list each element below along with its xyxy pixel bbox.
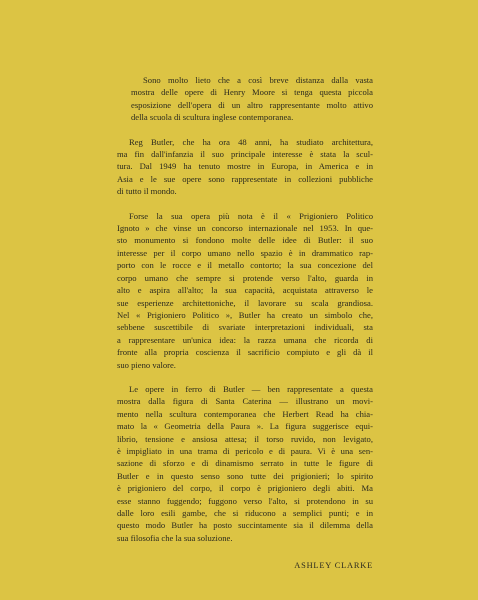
text-line: Ignoto » che vinse un concorso internazionale nel 1953. In que- — [117, 223, 373, 234]
text-line: interesse per il corpo umano nello spazio è in drammatico rap- — [117, 247, 373, 258]
text-line: Nel « Prigioniero Politico », Butler ha creato un simbolo che, — [117, 309, 373, 320]
text-line: tura. Dal 1949 ha tenuto mostre in Europa, in America e in — [117, 161, 373, 172]
body-text — [117, 74, 373, 571]
text-line: Butler e in questo senso sono tutte dei prigionieri; lo spirito — [117, 470, 373, 481]
paragraph-4 — [117, 383, 373, 544]
text-line: porto con le rocce e il metallo contorto; la sua concezione del — [117, 260, 373, 271]
text-line: corpo umano che sempre si protende verso l'alto, guarda in — [117, 272, 373, 283]
text-line: della scuola di scultura inglese contemporanea. — [131, 112, 294, 123]
text-line: questo modo Butler ha posto succintamente sia il dilemma della — [117, 520, 373, 531]
text-line: Le opere in ferro di Butler — ben rappresentate a questa — [129, 383, 373, 394]
text-line: alto e aspira all'alto; la sua capacità, acquistata attraverso le — [117, 285, 373, 296]
text-line: librio, tensione e ansiosa attesa; il torso ruvido, non levigato, — [117, 433, 373, 444]
paragraph-3 — [117, 210, 373, 371]
text-line: a rappresentare un'unica idea: la razza umana che ricorda di — [117, 334, 373, 345]
text-line: è prigioniero del corpo, il corpo è prigioniero degli abiti. Ma — [117, 483, 373, 494]
text-line: esposizione dell'opera di un altro rappresentante molto attivo — [131, 99, 373, 110]
paragraph-1 — [117, 74, 373, 124]
text-line: Asia e le sue opere sono rappresentate in collezioni pubbliche — [117, 173, 373, 184]
text-line: ma fin dall'infanzia il suo principale interesse è stata la scul- — [117, 149, 373, 160]
text-line: mostra dalla figura di Santa Caterina — illustrano un movi- — [117, 396, 373, 407]
text-line: sue esperienze architettoniche, il lavorare su scala grandiosa. — [117, 297, 373, 308]
text-line: fronte alla propria coscienza il sacrificio compiuto e gli dà il — [117, 347, 373, 358]
text-line: Reg Butler, che ha ora 48 anni, ha studiato architettura, — [129, 136, 373, 147]
text-line: mostra delle opere di Henry Moore si tenga questa piccola — [131, 87, 373, 98]
signature: ASHLEY CLARKE — [294, 561, 373, 571]
text-line: suo pieno valore. — [117, 359, 176, 370]
text-line: sebbene suscettibile di svariate interpretazioni individuali, sta — [117, 322, 373, 333]
text-line: sazione di sforzo e di dinamismo serrato in tutte le figure di — [117, 458, 373, 469]
text-line: Sono molto lieto che a così breve distanza dalla vasta — [143, 75, 373, 85]
text-line: Forse la sua opera più nota è il « Prigioniero Politico — [129, 210, 373, 221]
text-line: sto monumento si fondono molte delle idee di Butler: il suo — [117, 235, 373, 246]
text-line: è impigliato in una trama di pericolo e di paura. Vi è una sen- — [117, 445, 373, 456]
text-line: mento nella scultura contemporanea che Herbert Read ha chia- — [117, 408, 373, 419]
text-line: mato la « Geometria della Paura ». La figura suggerisce equi- — [117, 421, 373, 432]
text-line: sua filosofia che la sua soluzione. — [117, 532, 233, 543]
paragraph-2 — [117, 136, 373, 198]
text-line: di tutto il mondo. — [117, 186, 177, 197]
text-line: esse stanno fuggendo; fuggono verso l'alto, si protendono in su — [117, 495, 373, 506]
text-line: dalle loro esili gambe, che si riducono a semplici punti; e in — [117, 508, 373, 518]
